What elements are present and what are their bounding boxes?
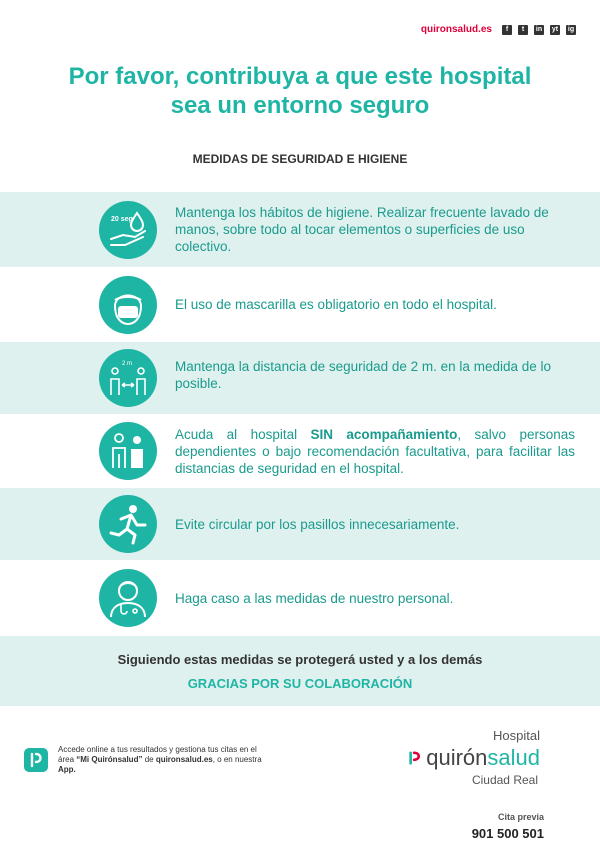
text-pre: Acuda al hospital [175, 427, 311, 442]
promo-part: Accede online a tus resultados y gestiona tus citas en el área [58, 745, 257, 764]
icon-label: 20 seg [111, 216, 133, 223]
measure-row-companion [0, 414, 600, 488]
phone-number[interactable]: 901 500 501 [471, 826, 544, 841]
page-title [0, 62, 600, 120]
measure-text: Evite circular por los pasillos innecesariamente. [175, 517, 460, 532]
youtube-icon[interactable]: yt [551, 25, 559, 33]
measure-row-hygiene [0, 192, 600, 267]
measure-text: Mantenga la distancia de seguridad de 2 m. en la medida de lo posible. [175, 359, 551, 391]
brand-a: quirón [426, 745, 488, 770]
distance-icon [99, 349, 157, 407]
banner-line-1: Siguiendo estas medidas se protegerá usted y a los demás [117, 652, 483, 667]
twitter-icon[interactable]: t [518, 25, 528, 35]
logo-bottom: Ciudad Real [471, 773, 538, 787]
hospital-logo [408, 728, 540, 787]
title-line-2: sea un entorno seguro [170, 92, 430, 119]
cita-label: Cita previa [497, 812, 544, 822]
promo-link[interactable]: quironsalud.es [155, 755, 213, 764]
promo-part: , o en nuestra [212, 755, 262, 764]
measure-row-staff [0, 560, 600, 636]
text-post: , salvo personas dependientes o bajo recomendación facultativa, para facilitar las distancias de seguridad en el hospital. [175, 427, 575, 476]
promo-app: App. [58, 765, 76, 774]
people-icon [99, 422, 157, 480]
measure-text: El uso de mascarilla es obligatorio en todo el hospital. [175, 297, 497, 312]
doctor-icon [99, 569, 157, 627]
promo-part: de [142, 755, 156, 764]
title-line-1: Por favor, contribuya a que este hospital [68, 63, 532, 90]
app-promo-text [58, 745, 268, 775]
instagram-icon[interactable]: ig [567, 25, 575, 33]
text-bold: SIN acompañamiento [310, 427, 458, 442]
mask-icon [99, 276, 157, 334]
measure-row-corridors [0, 488, 600, 560]
brand-mark-icon [408, 748, 422, 768]
promo-area: “Mi Quirónsalud” [76, 755, 143, 764]
brand-b: salud [487, 745, 540, 770]
handwash-icon [99, 201, 157, 259]
measure-text: Mantenga los hábitos de higiene. Realizar frecuente lavado de manos, sobre todo al tocar elementos o superficies de uso colectivo. [175, 205, 549, 254]
measure-row-distance [0, 342, 600, 414]
banner-line-2: GRACIAS POR SU COLABORACIÓN [187, 676, 413, 691]
measure-text [175, 426, 575, 477]
logo-top: Hospital [493, 728, 540, 743]
app-logo-icon [24, 748, 48, 772]
top-bar [421, 24, 576, 35]
icon-label: 2 m [122, 361, 133, 367]
logo-brand [408, 745, 540, 771]
site-link[interactable]: quironsalud.es [420, 24, 492, 35]
measure-row-mask [0, 267, 600, 342]
linkedin-icon[interactable]: in [535, 25, 543, 33]
facebook-icon[interactable]: f [502, 25, 512, 35]
thanks-banner [0, 636, 600, 706]
section-subtitle: MEDIDAS DE SEGURIDAD E HIGIENE [192, 152, 408, 166]
measure-text: Haga caso a las medidas de nuestro personal. [175, 591, 454, 606]
running-icon [99, 495, 157, 553]
